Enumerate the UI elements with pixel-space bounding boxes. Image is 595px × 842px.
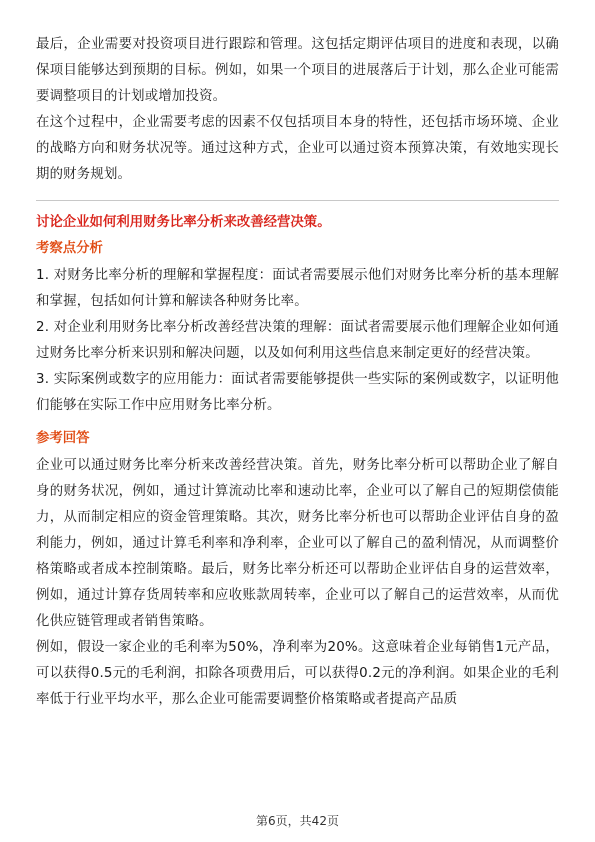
page-indicator: 第6页，共42页 [256,814,339,828]
analysis-item: 1. 对财务比率分析的理解和掌握程度：面试者需要展示他们对财务比率分析的基本理解和掌握，包括如何计算和解读各种财务比率。 [36,268,559,309]
page-footer [0,812,595,829]
document-page [36,32,559,713]
analysis-item: 3. 实际案例或数字的应用能力：面试者需要能够提供一些实际的案例或数字，以证明他们能够在实际工作中应用财务比率分析。 [36,372,559,413]
intro-paragraph: 最后，企业需要对投资项目进行跟踪和管理。这包括定期评估项目的进度和表现，以确保项目能够达到预期的目标。例如，如果一个项目的进展落后于计划，那么企业可能需要调整项目的计划或增加投资。 [36,37,559,104]
answer-paragraph: 例如，假设一家企业的毛利率为50%，净利率为20%。这意味着企业每销售1元产品，可以获得0.5元的毛利润，扣除各项费用后，可以获得0.2元的净利润。如果企业的毛利率低于行业平均水平，那么企业可能需要调整价格策略或者提高产品质 [36,640,559,707]
intro-paragraph: 在这个过程中，企业需要考虑的因素不仅包括项目本身的特性，还包括市场环境、企业的战略方向和财务状况等。通过这种方式，企业可以通过资本预算决策，有效地实现长期的财务规划。 [36,115,559,182]
question-title: 讨论企业如何利用财务比率分析来改善经营决策。 [36,215,331,230]
answer-heading: 参考回答 [36,431,90,446]
section-divider [36,200,559,201]
analysis-item: 2. 对企业利用财务比率分析改善经营决策的理解：面试者需要展示他们理解企业如何通过财务比率分析来识别和解决问题，以及如何利用这些信息来制定更好的经营决策。 [36,320,559,361]
answer-paragraph: 企业可以通过财务比率分析来改善经营决策。首先，财务比率分析可以帮助企业了解自身的财务状况，例如，通过计算流动比率和速动比率，企业可以了解自己的短期偿债能力，从而制定相应的资金管理策略。其次，财务比率分析也可以帮助企业评估自身的盈利能力，例如，通过计算毛利率和净利率，企业可以了解自己的盈利情况，从而调整价格策略或者成本控制策略。最后，财务比率分析还可以帮助企业评估自身的运营效率，例如，通过计算存货周转率和应收账款周转率，企业可以了解自己的运营效率，从而优化供应链管理或者销售策略。 [36,458,559,629]
analysis-heading: 考察点分析 [36,241,103,256]
